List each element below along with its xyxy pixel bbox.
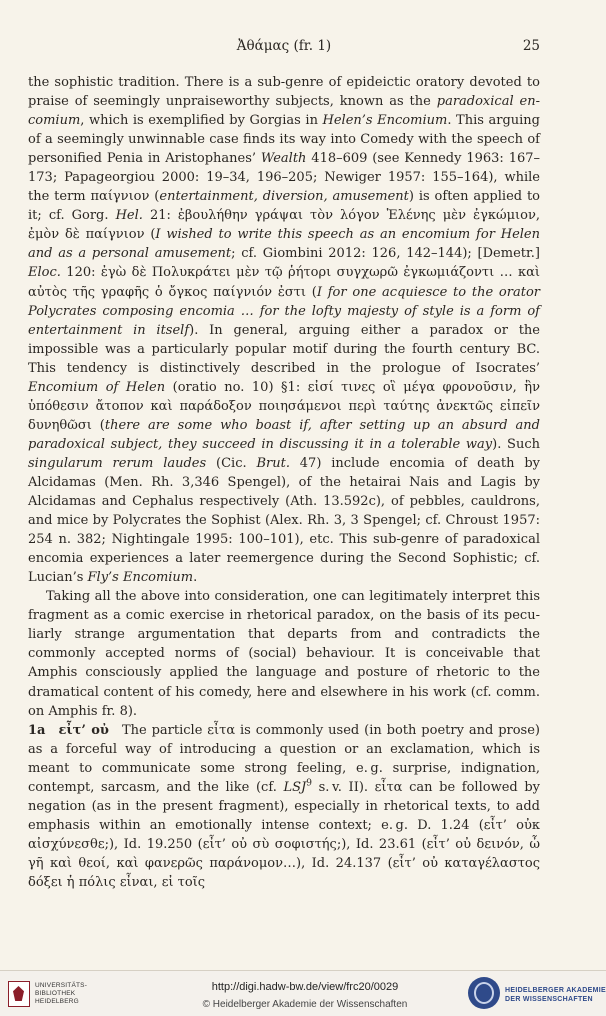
- text-run: the sophistic tradition. There is a sub-genre of epideictic oratory devoted to praise of seemingly unpraiseworthy subjects, known as the: [28, 75, 540, 110]
- text-run: Helen’s Encomium: [322, 113, 448, 129]
- text-run: ; cf. Giombini 2012: 126, 142–144); [Demetr.]: [231, 246, 540, 262]
- body-text: [28, 73, 540, 892]
- text-run: 418–609 (see Kennedy 1963: 167–173; Papageorgiou 2000: 19–34, 196–205; Newiger 1957: 155–164), while the term παίγνιον (: [28, 151, 541, 205]
- library-logo-line: UNIVERSITÄTS-: [35, 982, 88, 989]
- text-run: Wealth: [260, 151, 307, 167]
- text-run: Fly’s Encomium: [87, 570, 194, 586]
- text-run: ). In general, arguing either a paradox or the impossible was a particularly popular motif during the fourth century BC. This tendency is distinctively described in the prologue of Isocrates’: [28, 322, 540, 376]
- permalink-url[interactable]: http://digi.hadw-bw.de/view/frc20/0029: [211, 981, 399, 993]
- copyright-notice: © Heidelberger Akademie der Wissenschaften: [202, 999, 408, 1010]
- paragraph: [28, 587, 540, 720]
- text-run: there are some who boast if, after setting up an absurd and paradoxical subject, they succeed in discussing it in a tolerable way: [28, 417, 540, 452]
- academy-logo-line: DER WISSENSCHAFTEN: [505, 996, 593, 1003]
- page-number: 25: [522, 38, 540, 54]
- university-library-logo[interactable]: [8, 979, 86, 1009]
- text-run: ). Such: [492, 436, 540, 452]
- text-run: Brut.: [256, 455, 290, 471]
- library-logo-line: BIBLIOTHEK: [35, 990, 76, 997]
- text-run: I for one acquiesce to the orator Polycrates composing encomia … for the lofty majesty of style is a form of entertainment in itself: [28, 284, 540, 338]
- text-run: [45, 723, 58, 738]
- text-run: Taking all the above into consideration, one can legitimately interpret this fragment as a comic exercise in rhetorical paradox, on the basis of its peculiarly strange argumentation that departs from and contradicts the commonly accepted norms of (social) behaviour. It is conceivable that Amphis consciously applied the language and posture of rhetoric to the dramatical content of his comedy, here and elsewhere in his work (cf. comm. on Amphis fr. 8).: [28, 589, 540, 719]
- text-run: ) is often applied to it; cf. Gorg.: [28, 189, 541, 224]
- lemma: εἶτ’ οὐ: [58, 722, 109, 738]
- text-run: Eloc.: [28, 265, 61, 281]
- text-run: The particle εἶτα is commonly used (in both poetry and prose) as a forceful way of introducing a question or an exclamation, which is meant to communicate some strong feeling, e. g. surprise, indignation, contempt, sarcasm, and the like (cf.: [28, 722, 540, 795]
- text-run: (Cic.: [206, 455, 257, 471]
- text-run: .: [193, 570, 198, 586]
- text-run: s. v. II). εἶτα can be followed by negation (as in the present fragment), especially in rhetorical texts, to add emphasis within an emotionally intense context; e. g. D. 1.24 (εἶτ’ οὐκ αἰσχύνεσθε;), Id. 19.250 (εἶτ’ οὐ σὺ σοφιστής;), Id. 23.61 (εἶτ’ οὐ δεινόν, ὦ γῆ καὶ θεοί, καὶ φανερῶς παράνομον…), Id. 24.137 (εἶτ’ οὐ καταγέλαστος δόξει ἡ πόλις εἶναι, εἰ τοῖς: [28, 779, 541, 890]
- text-run: Encomium of Helen: [28, 379, 166, 395]
- academy-logo-line: HEIDELBERGER AKADEMIE: [505, 987, 606, 994]
- paragraph: [28, 721, 540, 892]
- text-run: singularum rerum laudes: [28, 455, 207, 471]
- paragraph: [28, 73, 540, 587]
- text-run: Hel.: [115, 208, 143, 224]
- viewer-footer: [0, 970, 606, 1016]
- text-run: I wished to write this speech as an encomium for Helen and as a personal amusement: [28, 227, 540, 262]
- text-run: 21: ἐβουλήθην γράψαι τὸν λόγον Ἐλένης μὲν ἐγκώμιον, ἐμὸν δὲ παίγνιον (: [28, 208, 540, 243]
- text-run: , which is exemplified by Gorgias in: [80, 113, 323, 129]
- library-logo-line: HEIDELBERG: [35, 998, 79, 1005]
- text-run: (oratio no. 10) §1: εἰσί τινες οἳ μέγα φρονοῦσιν, ἣν ὑπόθεσιν ἄτοπον καὶ παράδοξον ποιησάμενοι περὶ ταύτης ἀνεκτῶς εἰπεῖν δυνηθῶσι (: [28, 379, 540, 433]
- running-header: [28, 38, 540, 58]
- text-run: paradoxical encomium: [28, 94, 540, 129]
- text-run: 47) include encomia of death by Alcidamas (Men. Rh. 3,346 Spengel), of the hetairai Nais and Lagis by Alcidamas and Cephalus respectively (Ath. 13.592c), of pebbles, cauldrons, and mice by Polycrates the Sophist (Alex. Rh. 3, 3 Spengel; cf. Chroust 1957: 254 n. 382; Nightingale 1995: 100–101), etc. This sub-genre of paradoxical encomia experiences a later reemergence during the Second Sophistic; cf. Lucian’s: [28, 455, 541, 586]
- running-title: Ἀθάμας (fr. 1): [236, 38, 332, 54]
- lemma-number: 1a: [28, 722, 46, 738]
- academy-seal-icon: [468, 977, 500, 1009]
- academy-logo[interactable]: [468, 977, 606, 1011]
- text-run: LSJ: [283, 779, 307, 795]
- text-run: . This arguing of a seemingly unwinnable case finds its way into Comedy with the speech of personified Penia in Aristophanes’: [28, 113, 541, 167]
- text-run: entertainment, diversion, amusement: [159, 189, 409, 205]
- text-run: 9: [306, 778, 312, 789]
- library-crest-icon: [8, 981, 30, 1007]
- text-run: 120: ἐγὼ δὲ Πολυκράτει μὲν τῷ ῥήτορι συγχωρῶ ἐγκωμιάζοντι … καὶ αὐτὸς τῆς γραφῆς ὁ ὄγκος παίγνιόν ἐστι (: [28, 265, 540, 300]
